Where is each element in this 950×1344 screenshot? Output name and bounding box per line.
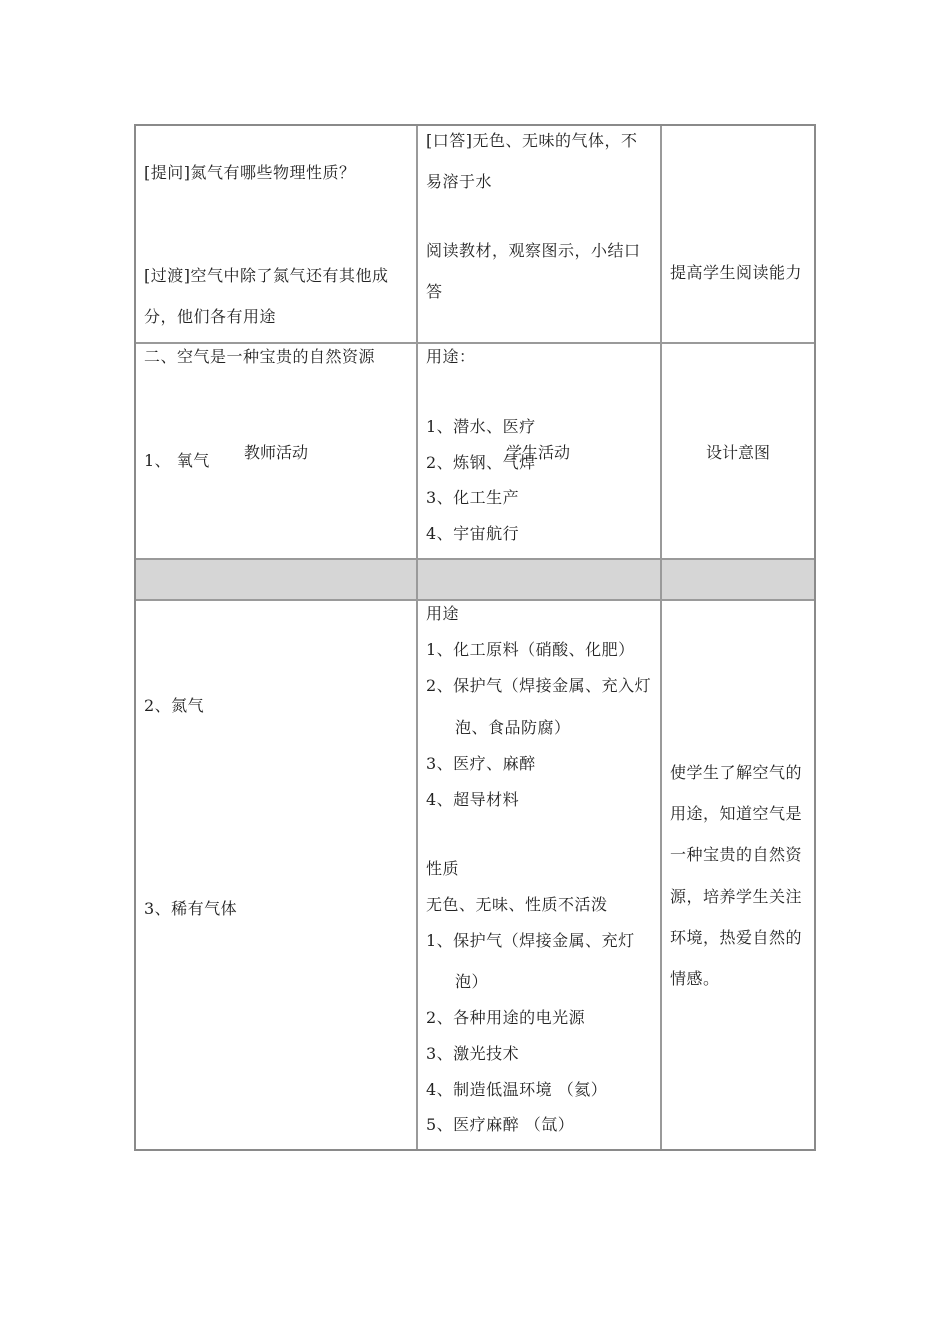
list-item: 4、宇宙航行 [426, 524, 520, 543]
transition-text-line1: [过渡]空气中除了氮气还有其他成 [144, 266, 389, 285]
item-nitrogen: 2、氮气 [144, 696, 205, 715]
list-item: 2、保护气（焊接金属、充入灯 [426, 676, 652, 695]
design-intent-line: 使学生了解空气的 [670, 763, 803, 782]
list-item: 3、激光技术 [426, 1044, 520, 1063]
answer-text-line1: [口答]无色、无味的气体，不 [426, 131, 638, 150]
list-item: 2、炼钢、气焊 [426, 453, 536, 472]
header-design-intent: 设计意图 [705, 443, 770, 462]
row-divider [136, 599, 814, 601]
answer-text-line2: 易溶于水 [426, 172, 493, 191]
properties-label: 性质 [426, 859, 460, 878]
list-item: 泡） [455, 972, 489, 991]
list-item: 泡、食品防腐） [455, 718, 571, 737]
uses-label: 用途 [426, 604, 460, 623]
column-divider [660, 126, 662, 1149]
list-item: 3、医疗、麻醉 [426, 754, 536, 773]
list-item: 5、医疗麻醉 （氙） [426, 1115, 575, 1134]
design-intent-line: 一种宝贵的自然资 [670, 845, 803, 864]
item-noble-gases: 3、稀有气体 [144, 899, 238, 918]
reading-text-line1: 阅读教材，观察图示，小结口 [426, 241, 641, 260]
design-intent-line: 源，培养学生关注 [670, 887, 803, 906]
uses-label: 用途： [426, 347, 476, 366]
list-item: 1、保护气（焊接金属、充灯 [426, 931, 635, 950]
design-intent-line: 环境，热爱自然的 [670, 928, 803, 947]
reading-text-line2: 答 [426, 282, 443, 301]
list-item: 4、超导材料 [426, 790, 520, 809]
design-intent-reading: 提高学生阅读能力 [670, 263, 803, 282]
table-header-row [136, 559, 814, 601]
design-intent-line: 用途，知道空气是 [670, 804, 803, 823]
question-text: [提问]氮气有哪些物理性质？ [144, 163, 356, 182]
column-divider [416, 126, 418, 1149]
list-item: 1、潜水、医疗 [426, 417, 536, 436]
row-divider [136, 342, 814, 344]
row-divider [136, 558, 814, 560]
list-item: 4、制造低温环境 （氦） [426, 1080, 608, 1099]
list-item: 2、各种用途的电光源 [426, 1008, 586, 1027]
header-teacher-activity: 教师活动 [243, 443, 308, 462]
list-item: 1、化工原料（硝酸、化肥） [426, 640, 635, 659]
properties-text: 无色、无味、性质不活泼 [426, 895, 608, 914]
design-intent-line: 情感。 [670, 969, 720, 988]
list-item: 3、化工生产 [426, 488, 520, 507]
header-student-activity: 学生活动 [505, 443, 570, 462]
transition-text-line2: 分，他们各有用途 [144, 307, 277, 326]
item-oxygen: 1、 氧气 [144, 451, 210, 470]
section-heading: 二、空气是一种宝贵的自然资源 [144, 347, 376, 366]
